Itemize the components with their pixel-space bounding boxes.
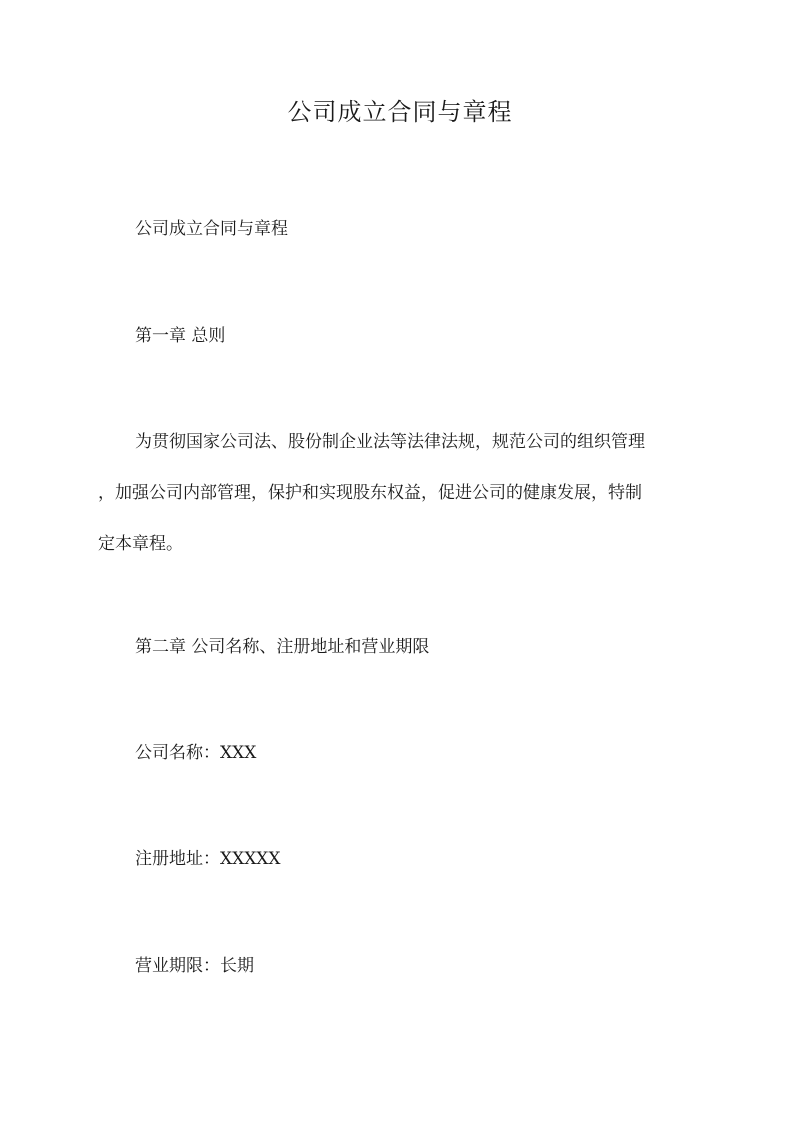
chapter-2-heading: 第二章 公司名称、注册地址和营业期限	[135, 637, 430, 657]
chapter-1-line-2: ，加强公司内部管理，保护和实现股东权益，促进公司的健康发展，特制	[98, 483, 642, 503]
document-subtitle: 公司成立合同与章程	[135, 219, 288, 239]
chapter-1-heading: 第一章 总则	[135, 326, 226, 346]
chapter-1-line-1: 为贯彻国家公司法、股份制企业法等法律法规，规范公司的组织管理	[135, 432, 645, 452]
document-title: 公司成立合同与章程	[287, 98, 513, 126]
chapter-1-paragraph	[98, 432, 708, 585]
business-term-line: 营业期限：长期	[135, 956, 254, 976]
chapter-1-line-3: 定本章程。	[98, 534, 183, 554]
registered-address-line: 注册地址：XXXXX	[135, 849, 281, 869]
company-name-line: 公司名称：XXX	[135, 743, 257, 763]
